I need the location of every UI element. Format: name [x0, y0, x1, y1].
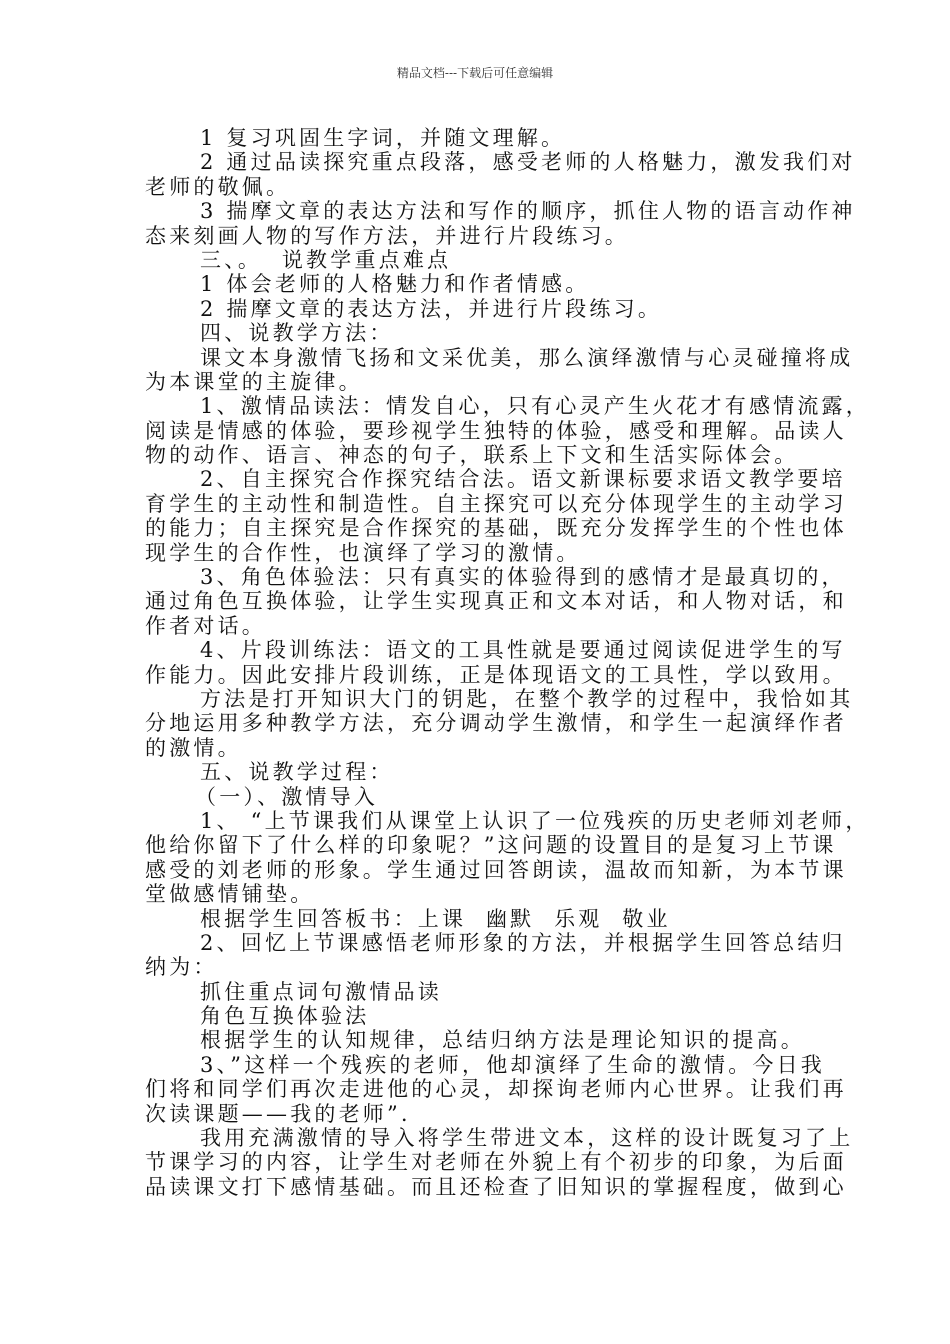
text-line: 的能力；自主探究是合作探究的基础，既充分发挥学生的个性也体 [145, 516, 847, 541]
text-line: 1、 “上节课我们从课堂上认识了一位残疾的历史老师刘老师， [200, 808, 870, 833]
text-line: 四、说教学方法： [200, 321, 394, 346]
text-line: 通过角色互换体验，让学生实现真正和文本对话，和人物对话，和 [145, 589, 847, 614]
text-line: 根据学生回答板书：上课 幽默 乐观 敬业 [200, 906, 671, 931]
text-line: 课文本身激情飞扬和文采优美，那么演绎激情与心灵碰撞将成 [200, 345, 854, 370]
text-line: 三、。 说教学重点难点 [200, 247, 452, 272]
text-line: 2 揣摩文章的表达方法，并进行片段练习。 [200, 296, 663, 321]
text-line: 堂做感情铺垫。 [145, 882, 315, 907]
text-line: 2、回忆上节课感悟老师形象的方法，并根据学生回答总结归 [200, 930, 846, 955]
text-line: 纳为： [145, 955, 218, 980]
text-line: 他给你留下了什么样的印象呢？”这问题的设置目的是复习上节课 [145, 833, 837, 858]
text-line: 分地运用多种教学方法，充分调动学生激情，和学生一起演绎作者 [145, 711, 847, 736]
text-line: 方法是打开知识大门的钥匙，在整个教学的过程中，我恰如其 [200, 686, 854, 711]
text-line: 2 通过品读探究重点段落，感受老师的人格魅力，激发我们对 [200, 150, 856, 175]
text-line: 感受的刘老师的形象。学生通过回答朗读，温故而知新，为本节课 [145, 857, 847, 882]
text-line: 次读课题——我的老师”. [145, 1101, 411, 1126]
text-line: 的激情。 [145, 735, 242, 760]
text-line: 们将和同学们再次走进他的心灵，却探询老师内心世界。让我们再 [145, 1077, 847, 1102]
text-line: 3、角色体验法：只有真实的体验得到的感情才是最真切的， [200, 565, 846, 590]
text-line: 3 揣摩文章的表达方法和写作的顺序，抓住人物的语言动作神 [200, 199, 856, 224]
text-line: 1、激情品读法：情发自心，只有心灵产生火花才有感情流露， [200, 394, 870, 419]
text-line: 1 复习巩固生字词，并随文理解。 [200, 126, 566, 150]
text-line: 2、自主探究合作探究结合法。语文新课标要求语文教学要培 [200, 467, 846, 492]
page-header: 精品文档---下载后可任意编辑 [396, 66, 554, 80]
text-line: 态来刻画人物的写作方法，并进行片段练习。 [145, 223, 629, 248]
text-line: 老师的敬佩。 [145, 174, 291, 199]
text-line: 角色互换体验法 [200, 1004, 370, 1029]
text-line: 现学生的合作性，也演绎了学习的激情。 [145, 540, 581, 565]
text-line: 3、”这样一个残疾的老师，他却演绎了生命的激情。今日我 [200, 1052, 825, 1077]
text-line: 抓住重点词句激情品读 [200, 979, 442, 1004]
text-line: 1 体会老师的人格魅力和作者情感。 [200, 272, 590, 297]
text-line: 品读课文打下感情基础。而且还检查了旧知识的掌握程度，做到心 [145, 1174, 847, 1199]
text-line: 我用充满激情的导入将学生带进文本，这样的设计既复习了上 [200, 1126, 854, 1151]
text-line: 为本课堂的主旋律。 [145, 369, 363, 394]
text-line: 阅读是情感的体验，要珍视学生独特的体验，感受和理解。品读人 [145, 418, 847, 443]
text-line: 作能力。因此安排片段训练，正是体现语文的工具性，学以致用。 [145, 662, 847, 687]
text-line: 物的动作、语言、神态的句子，联系上下文和生活实际体会。 [145, 443, 799, 468]
text-line: 作者对话。 [145, 613, 266, 638]
text-line: 4、片段训练法：语文的工具性就是要通过阅读促进学生的写 [200, 638, 846, 663]
text-line: 育学生的主动性和制造性。自主探究可以充分体现学生的主动学习 [145, 491, 847, 516]
text-line: 节课学习的内容，让学生对老师在外貌上有个初步的印象，为后面 [145, 1150, 847, 1175]
document-body [145, 126, 870, 1199]
text-line: 五、说教学过程： [200, 760, 394, 785]
text-line: 根据学生的认知规律，总结归纳方法是理论知识的提高。 [200, 1028, 805, 1053]
text-line: （一）、激情导入 [195, 784, 379, 809]
